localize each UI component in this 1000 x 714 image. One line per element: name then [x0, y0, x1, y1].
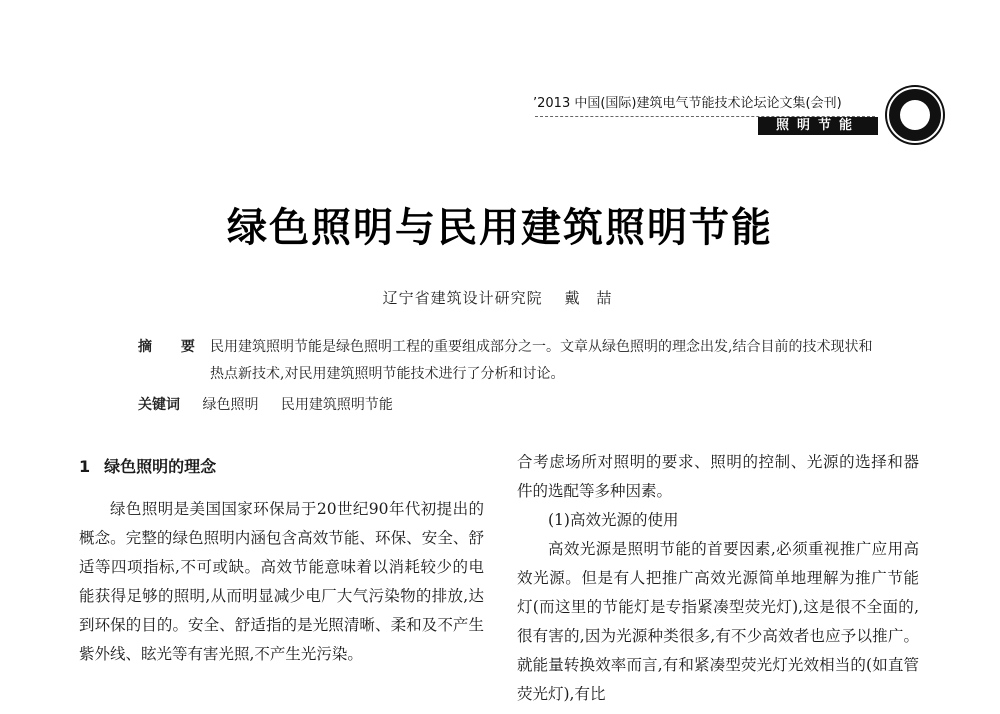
- right-column: [517, 448, 919, 709]
- body-paragraph: 绿色照明是美国国家环保局于20世纪90年代初提出的概念。完整的绿色照明内涵包含高效节能、环保、安全、舒适等四项指标,不可或缺。高效节能意味着以消耗较少的电能获得足够的照明,从而明显减少电厂大气污染物的排放,达到环保的目的。安全、舒适指的是光照清晰、柔和及不产生紫外线、眩光等有害光照,不产生光污染。: [79, 500, 484, 663]
- subheading: (1)高效光源的使用: [548, 511, 679, 529]
- keyword: 民用建筑照明节能: [280, 397, 393, 413]
- section-title: 绿色照明的理念: [104, 457, 217, 476]
- journal-seal-icon: [887, 87, 943, 143]
- section-tag: 照明节能: [758, 117, 878, 135]
- keywords: [138, 394, 878, 414]
- keyword: 绿色照明: [202, 397, 259, 413]
- journal-header: ’2013 中国(国际)建筑电气节能技术论坛论文集(会刊): [533, 96, 842, 111]
- abstract: [138, 334, 878, 388]
- section-heading: [79, 452, 484, 481]
- article-title: 绿色照明与民用建筑照明节能: [227, 205, 773, 251]
- author-name: 戴 喆: [564, 289, 618, 307]
- abstract-text: 民用建筑照明节能是绿色照明工程的重要组成部分之一。文章从绿色照明的理念出发,结合目前的技术现状和热点新技术,对民用建筑照明节能技术进行了分析和讨论。: [210, 339, 873, 382]
- section-number: 1: [79, 457, 91, 476]
- abstract-label: 摘 要: [138, 339, 207, 355]
- body-paragraph: 高效光源是照明节能的首要因素,必须重视推广应用高效光源。但是有人把推广高效光源简单地理解为推广节能灯(而这里的节能灯是专指紧凑型荧光灯),这是很不全面的,很有害的,因为光源种类很多,有不少高效者也应予以推广。就能量转换效率而言,有和紧凑型荧光灯光效相当的(如直管荧光灯),有比: [517, 540, 919, 703]
- affiliation: 辽宁省建筑设计研究院: [382, 289, 543, 307]
- byline: [0, 287, 1000, 308]
- left-column: [79, 448, 484, 669]
- keywords-label: 关键词: [138, 397, 180, 413]
- continuation-paragraph: 合考虑场所对照明的要求、照明的控制、光源的选择和器件的选配等多种因素。: [517, 453, 919, 500]
